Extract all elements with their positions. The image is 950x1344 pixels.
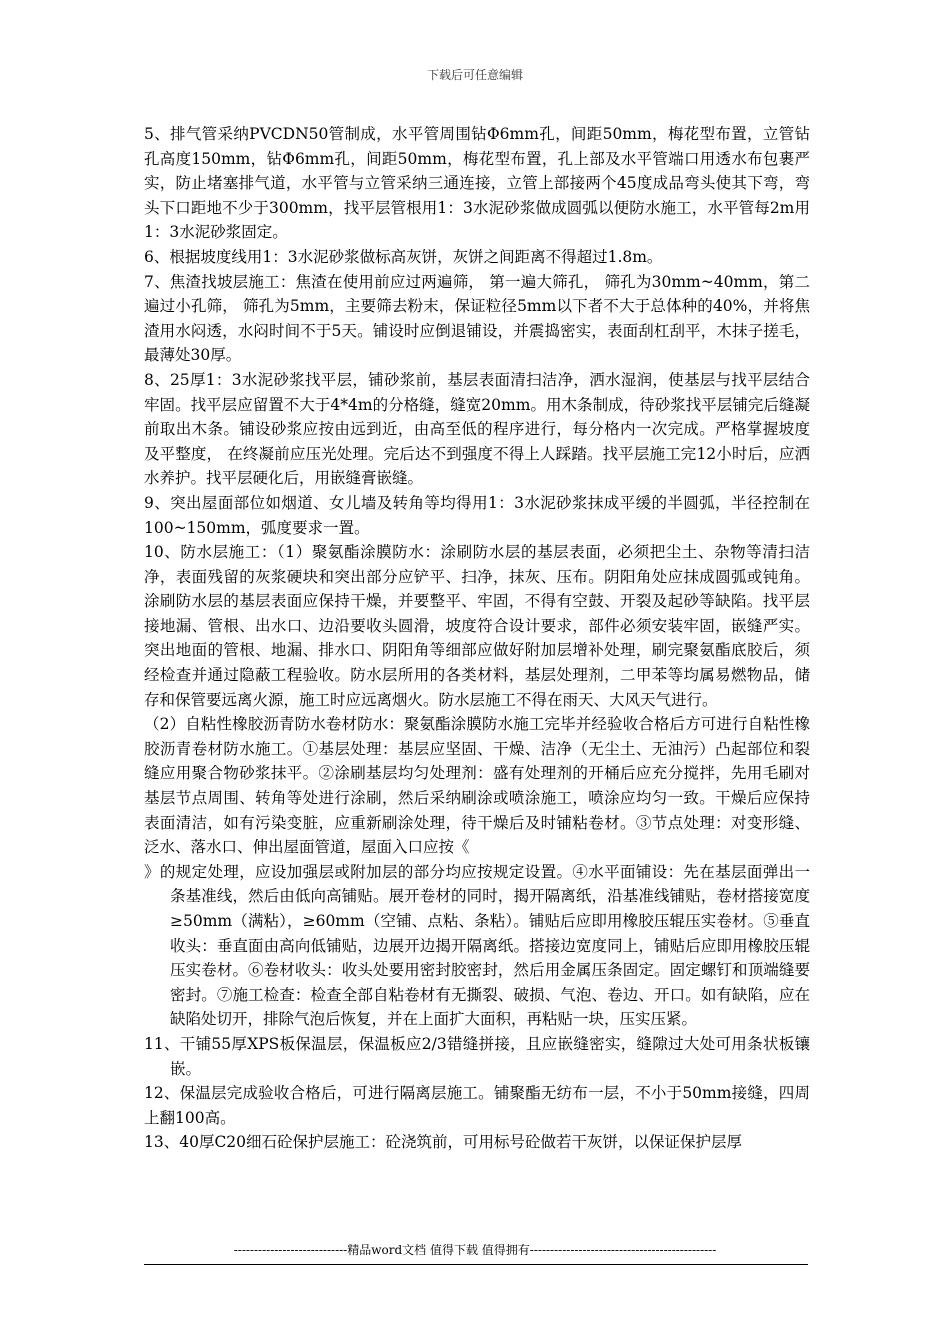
paragraph-10-2-continued: 》的规定处理，应设加强层或附加层的部分均应按规定设置。④水平面铺设：先在基层面弹出一条基准线，然后由低向高铺贴。展开卷材的同时，揭开隔离纸，沿基准线铺贴，卷材搭接宽度≥50mm（满粘），≥60mm（空铺、点粘、条粘）。铺贴后应即用橡胶压辊压实卷材。⑤垂直收头：垂直面由高向低铺贴，边展开边揭开隔离纸。搭接边宽度同上，铺贴后应即用橡胶压辊压实卷材。⑥卷材收头：收头处要用密封胶密封，然后用金属压条固定。固定螺钉和顶端缝要密封。⑦施工检查：检查全部自粘卷材有无撕裂、破损、气泡、卷边、开口。如有缺陷，应在缺陷处切开，排除气泡后恢复，并在上面扩大面积，再粘贴一块，压实压紧。: [144, 862, 810, 1029]
paragraph-7: 7、焦渣找坡层施工：焦渣在使用前应过两遍筛， 第一遍大筛孔， 筛孔为30mm~40mm，第二遍过小孔筛， 筛孔为5mm，主要筛去粉末，保证粒径5mm以下者不大于总体种的40%，并将焦渣用水闷透，水闷时间不于5天。铺设时应倒退铺设，并震捣密实，表面刮杠刮平，木抹子搓毛，最薄处30厚。: [144, 272, 810, 365]
paragraph-13: 13、40厚C20细石砼保护层施工：砼浇筑前，可用标号砼做若干灰饼，以保证保护层厚: [144, 1133, 743, 1152]
paragraph-6: 6、根据坡度线用1：3水泥砂浆做标高灰饼，灰饼之间距离不得超过1.8m。: [144, 247, 663, 266]
paragraph-10-2: （2）自粘性橡胶沥青防水卷材防水：聚氨酯涂膜防水施工完毕并经验收合格后方可进行自粘性橡胶沥青卷材防水施工。①基层处理：基层应坚固、干燥、洁净（无尘土、无油污）凸起部位和裂缝应用聚合物砂浆抹平。②涂刷基层均匀处理剂：盛有处理剂的开桶后应充分搅拌，先用毛刷对基层节点周围、转角等处进行涂刷，然后采纳刷涂或喷涂施工，喷涂应均匀一致。干燥后应保持表面清洁，如有污染变脏，应重新刷涂处理，待干燥后及时铺粘卷材。③节点处理：对变形缝、泛水、落水口、伸出屋面管道，屋面入口应按《: [144, 715, 810, 857]
paragraph-9: 9、突出屋面部位如烟道、女儿墙及转角等均得用1：3水泥砂浆抹成平缓的半圆弧，半径控制在100~150mm，弧度要求一置。: [144, 493, 810, 537]
document-body: [144, 122, 810, 1155]
paragraph-5: 5、排气管采纳PVCDN50管制成，水平管周围钻Φ6mm孔，间距50mm，梅花型布置，立管钻孔高度150mm，钻Φ6mm孔，间距50mm，梅花型布置，孔上部及水平管端口用透水布包裹严实，防止堵塞排气道，水平管与立管采纳三通连接，立管上部接两个45度成品弯头使其下弯，弯头下口距地不少于300mm，找平层管根用1：3水泥砂浆做成圆弧以便防水施工，水平管每2m用1：3水泥砂浆固定。: [144, 125, 810, 242]
page-footer: ----------------------------精品word文档 值得下载 值得拥有----------------------------------------------: [233, 1243, 717, 1257]
paragraph-11: 11、干铺55厚XPS板保温层，保温板应2/3错缝拼接，且应嵌缝密实，缝隙过大处可用条状板镶嵌。: [144, 1034, 810, 1078]
page-header: 下载后可任意编辑: [426, 68, 523, 82]
paragraph-12: 12、保温层完成验收合格后，可进行隔离层施工。铺聚酯无纺布一层，不小于50mm接缝，四周上翻100高。: [144, 1084, 810, 1127]
paragraph-10: 10、防水层施工：（1）聚氨酯涂膜防水：涂刷防水层的基层表面，必须把尘土、杂物等清扫洁净，表面残留的灰浆硬块和突出部分应铲平、扫净，抹灰、压布。阴阳角处应抹成圆弧或钝角。涂刷防水层的基层表面应保持干燥，并要整平、牢固，不得有空鼓、开裂及起砂等缺陷。找平层接地漏、管根、出水口、边沿要收头圆滑，坡度符合设计要求，部件必须安装牢固，嵌缝严实。突出地面的管根、地漏、排水口、阴阳角等细部应做好附加层增补处理，刷完聚氨酯底胶后，须经检查并通过隐蔽工程验收。防水层所用的各类材料，基层处理剂，二甲苯等均属易燃物品，储存和保管要远离火源，施工时应远离烟火。防水层施工不得在雨天、大风天气进行。: [144, 543, 810, 709]
footer-divider: [144, 1264, 808, 1265]
paragraph-8: 8、25厚1：3水泥砂浆找平层，铺砂浆前，基层表面清扫洁净，洒水湿润，使基层与找平层结合牢固。找平层应留置不大于4*4m的分格缝，缝宽20mm。用木条制成，待砂浆找平层铺完后缝凝前取出木条。铺设砂浆应按由远到近，由高至低的程序进行，每分格内一次完成。严格掌握坡度及平整度， 在终凝前应压光处理。完后达不到强度不得上人踩踏。找平层施工完12小时后，应洒水养护。找平层硬化后，用嵌缝膏嵌缝。: [144, 370, 810, 488]
